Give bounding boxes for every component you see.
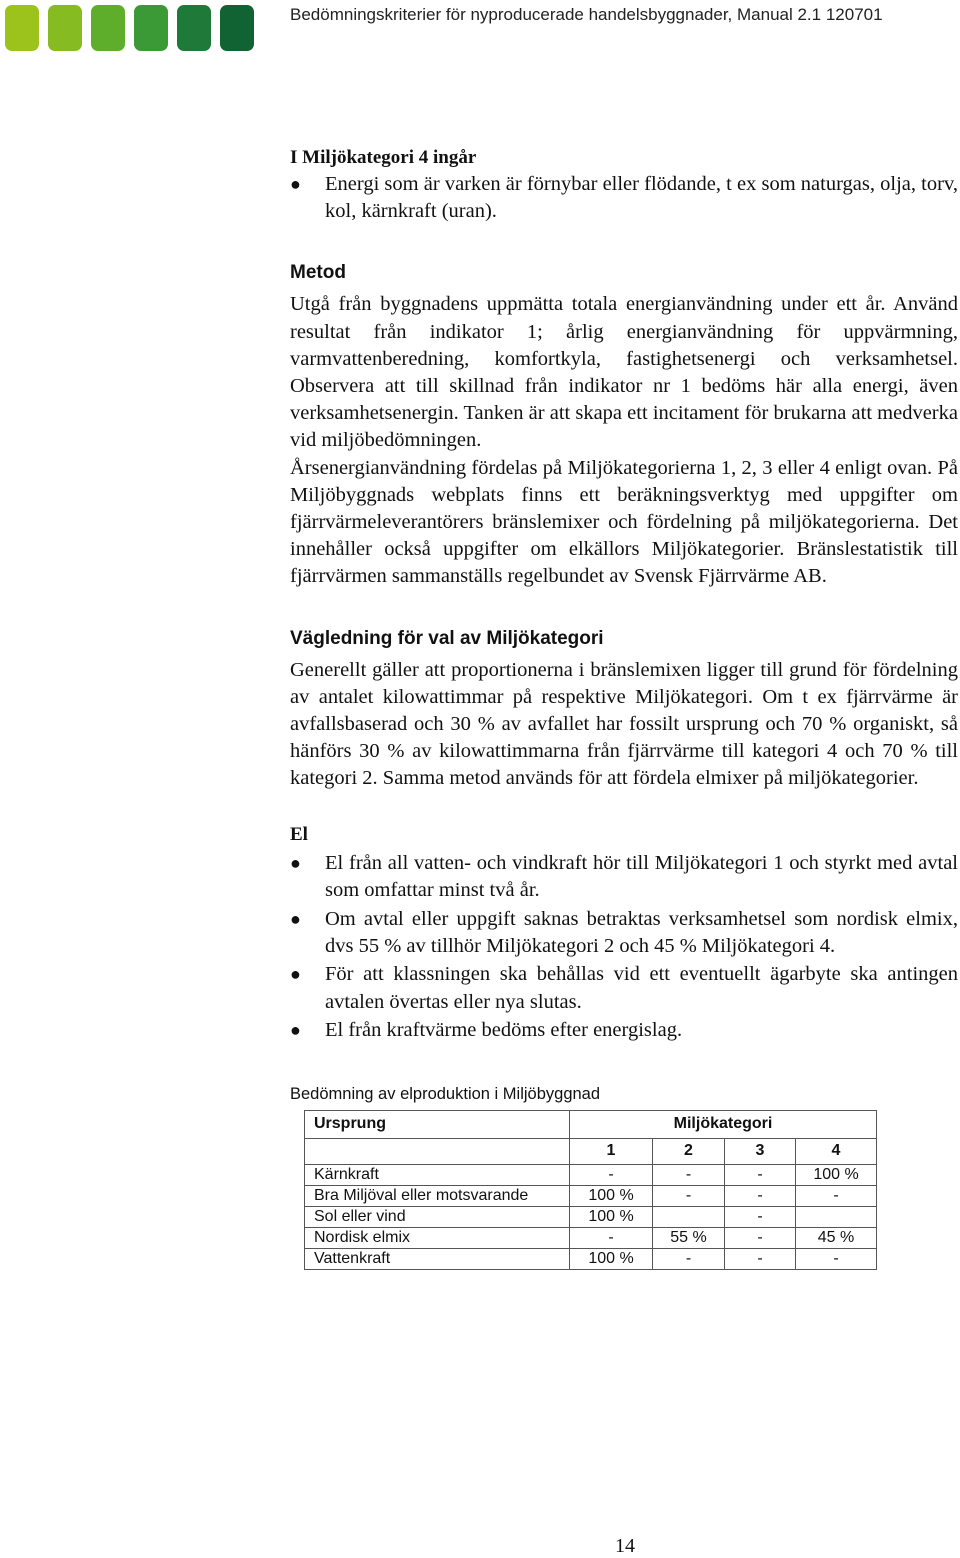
table-cell: 45 % [796, 1227, 877, 1248]
table-row [305, 1227, 877, 1248]
origin-cell: Kärnkraft [305, 1164, 570, 1185]
elproduktion-table [304, 1110, 877, 1270]
list-item: ● Energi som är varken är förnybar eller flödande, t ex som naturgas, olja, torv, kol, kärnkraft (uran). [290, 173, 958, 223]
category-header: Miljökategori [570, 1110, 877, 1138]
page-content [290, 144, 958, 1270]
table-row [305, 1248, 877, 1269]
section-heading-metod: Metod [290, 262, 346, 284]
table-cell: - [796, 1248, 877, 1269]
table-row [305, 1206, 877, 1227]
table-cell [796, 1206, 877, 1227]
logo-square [134, 5, 168, 51]
logo-square [177, 5, 211, 51]
table-cell [305, 1138, 570, 1164]
bullet-list [290, 850, 958, 1045]
logo-square [48, 5, 82, 51]
table-cell: - [653, 1248, 725, 1269]
table-cell: - [725, 1164, 796, 1185]
list-item: ● För att klassningen ska behållas vid ett eventuellt ägarbyte ska antingen avtalen övertas eller nya slutas. [290, 963, 958, 1013]
table-cell: 55 % [653, 1227, 725, 1248]
table-cell: - [725, 1206, 796, 1227]
origin-cell: Bra Miljöval eller motsvarande [305, 1185, 570, 1206]
logo [5, 5, 254, 51]
table-cell: 100 % [570, 1248, 653, 1269]
logo-square [5, 5, 39, 51]
origin-header: Ursprung [305, 1110, 570, 1138]
paragraph: Årsenergianvändning fördelas på Miljökategorierna 1, 2, 3 eller 4 enligt ovan. På Miljöbyggnads webplats finns ett beräkningsverktyg med uppgifter om fjärrvärmeleverantörers bränslemixer och fördelning på miljökategorierna. Det innehåller också uppgifter om elkällors Miljökategorier. Bränslestatistik till fjärrvärmen sammanställs regelbundet av Svensk Fjärrvärme AB. [290, 456, 958, 588]
origin-cell: Vattenkraft [305, 1248, 570, 1269]
table-cell: - [570, 1164, 653, 1185]
table-cell: - [725, 1248, 796, 1269]
table-cell: - [570, 1227, 653, 1248]
logo-square [220, 5, 254, 51]
bullet-icon: ● [290, 964, 301, 985]
category-number-row [305, 1138, 877, 1164]
table-row [305, 1164, 877, 1185]
table-cell: - [653, 1164, 725, 1185]
list-item: ● El från all vatten- och vindkraft hör till Miljökategori 1 och styrkt med avtal som omfattar minst två år. [290, 851, 958, 901]
bullet-list [290, 171, 958, 225]
table-cell [653, 1206, 725, 1227]
origin-cell: Nordisk elmix [305, 1227, 570, 1248]
paragraph: Utgå från byggnadens uppmätta totala energianvändning under ett år. Använd resultat från indikator 1; årlig energianvändning för uppvärmning, varmvattenberedning, komfortkyla, fastighetsenergi och verksamhetsel. Observera att till skillnad från indikator nr 1 bedöms här alla energi, även verksamhetsenergin. Tanken är att skapa ett incitament för brukarna att medverka vid miljöbedömningen. [290, 293, 958, 452]
origin-cell: Sol eller vind [305, 1206, 570, 1227]
category-number: 3 [725, 1138, 796, 1164]
logo-square [91, 5, 125, 51]
bullet-icon: ● [290, 1020, 301, 1041]
table-header-row [305, 1110, 877, 1138]
table-cell: - [796, 1185, 877, 1206]
table-cell: - [725, 1185, 796, 1206]
table-cell: 100 % [570, 1185, 653, 1206]
list-item: ● Om avtal eller uppgift saknas betraktas verksamhetsel som nordisk elmix, dvs 55 % av tillhör Miljökategori 2 och 45 % Miljökategori 4. [290, 907, 958, 957]
bullet-icon: ● [290, 852, 301, 873]
category-number: 4 [796, 1138, 877, 1164]
table-cell: 100 % [796, 1164, 877, 1185]
category-number: 1 [570, 1138, 653, 1164]
section-heading: I Miljökategori 4 ingår [290, 147, 477, 168]
bullet-icon: ● [290, 908, 301, 929]
table-caption: Bedömning av elproduktion i Miljöbyggnad [290, 1084, 601, 1103]
table-cell: - [725, 1227, 796, 1248]
bullet-icon: ● [290, 174, 301, 194]
document-header-title: Bedömningskriterier för nyproducerade handelsbyggnader, Manual 2.1 120701 [290, 5, 883, 24]
paragraph: Generellt gäller att proportionerna i bränslemixen ligger till grund för fördelning av antalet kilowattimmar på respektive Miljökategori. Om t ex fjärrvärme är avfallsbaserad och 30 % av avfallet har fossilt ursprung och 70 % organiskt, så hänförs 30 % av kilowattimmarna från fjärrvärme till kategori 4 och 70 % till kategori 2. Samma metod används för att fördela elmixer på miljökategorier. [290, 658, 958, 790]
page-number: 14 [615, 1535, 635, 1557]
category-number: 2 [653, 1138, 725, 1164]
list-item: ● El från kraftvärme bedöms efter energislag. [290, 1017, 958, 1044]
table-cell: 100 % [570, 1206, 653, 1227]
table-cell: - [653, 1185, 725, 1206]
table-row [305, 1185, 877, 1206]
section-heading-el: El [290, 823, 308, 845]
section-heading-vagledning: Vägledning för val av Miljökategori [290, 627, 604, 649]
